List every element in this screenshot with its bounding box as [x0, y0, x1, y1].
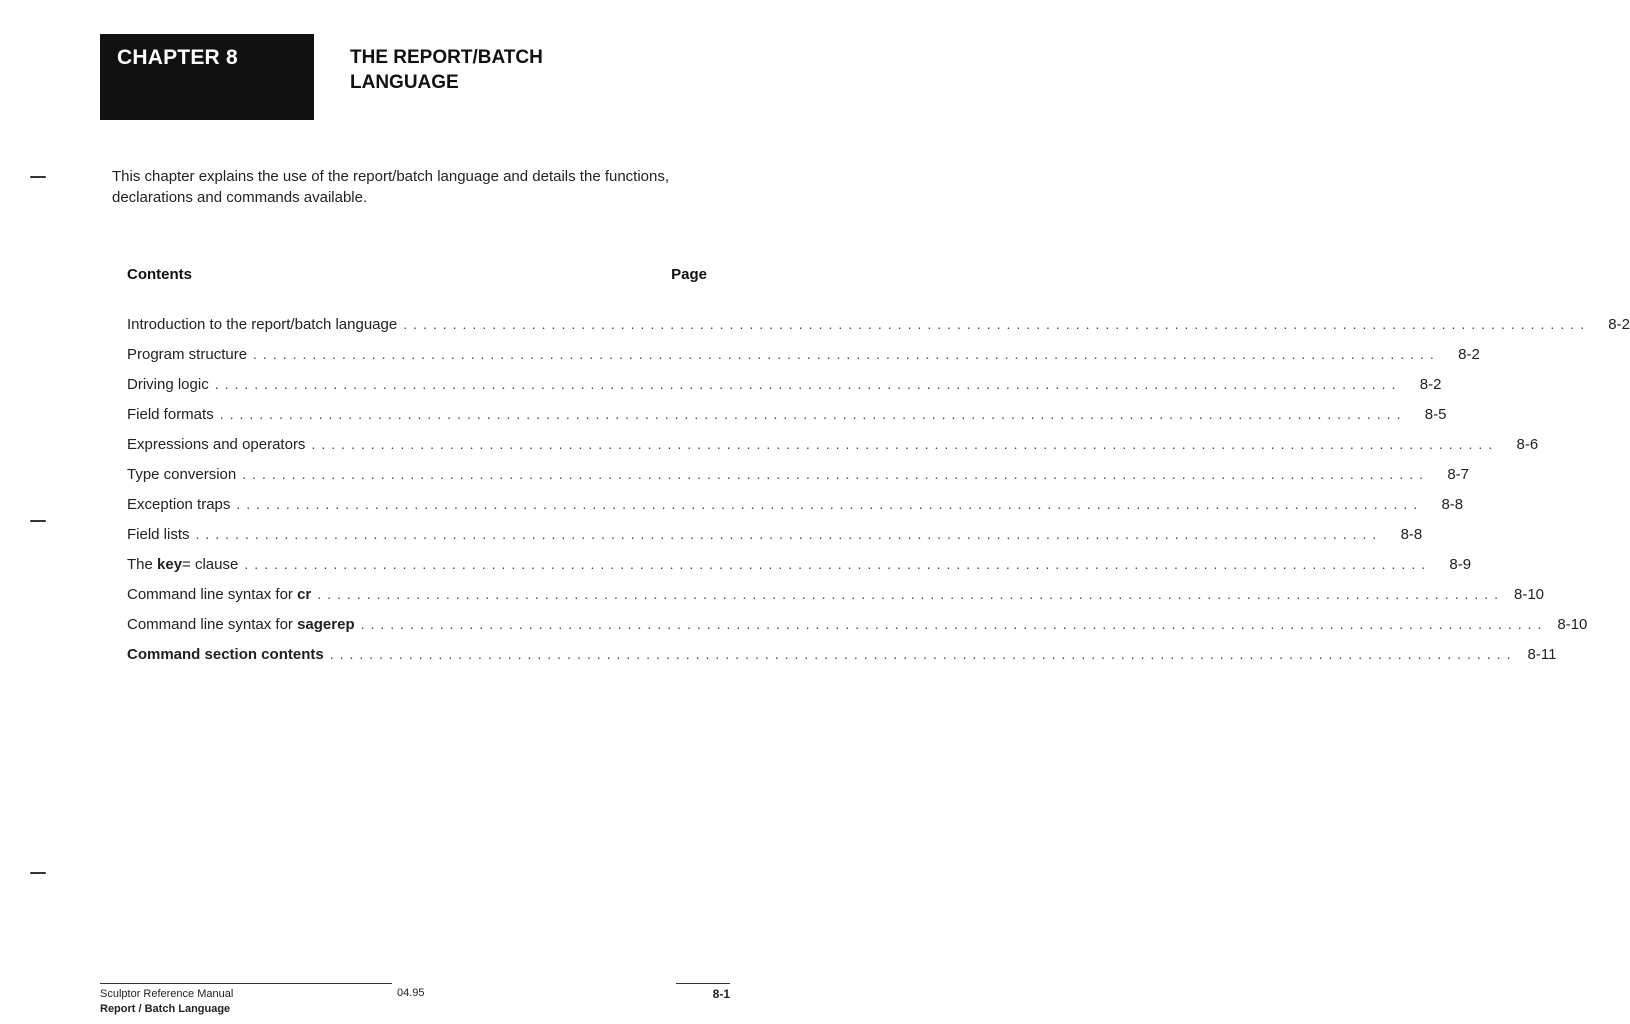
toc-leader-dots: ........................................................................................................................ — [403, 316, 1590, 332]
toc-entry-text: Exception traps — [127, 496, 231, 513]
toc-entry-text: The — [127, 556, 158, 573]
toc-entry — [127, 346, 1480, 376]
toc-entry-page: 8-2 — [1458, 346, 1480, 363]
toc-entry — [127, 496, 1464, 526]
toc-entry — [127, 406, 1447, 436]
toc-entry-page: 8-10 — [1557, 616, 1588, 633]
toc-entry-page: 8-7 — [1447, 466, 1469, 483]
page-heading: Page — [671, 266, 707, 283]
chapter-label: CHAPTER 8 — [117, 46, 238, 69]
footer-rule-left — [100, 983, 392, 984]
toc-entry — [127, 466, 1469, 496]
toc-entry — [127, 556, 1472, 586]
toc-entry-page: 8-6 — [1516, 436, 1539, 453]
toc-entry-title — [127, 646, 324, 663]
toc-entry-title — [127, 346, 247, 363]
margin-tick — [30, 872, 46, 874]
toc-entry-page: 8-5 — [1424, 406, 1447, 423]
toc-entry-text: Field formats — [127, 406, 214, 423]
toc-entry-title — [127, 526, 190, 543]
chapter-title-line2: LANGUAGE — [350, 72, 459, 93]
toc-entry-text: Type conversion — [127, 466, 237, 483]
intro-paragraph: This chapter explains the use of the report/batch language and details the functions, declarations and commands available. — [112, 168, 670, 206]
footer-section-title: Report / Batch Language — [100, 1003, 231, 1015]
toc-entry-text: Command line syntax for — [127, 616, 298, 633]
toc-entry-page: 8-9 — [1449, 556, 1472, 573]
toc-entry-keyword: sagerep — [297, 616, 355, 633]
toc-leader-dots: ........................................................................................................................ — [244, 556, 1432, 572]
toc-entry-title — [127, 466, 236, 483]
toc-entry-page: 8-10 — [1514, 586, 1545, 603]
toc-entry — [127, 376, 1442, 406]
toc-entry-title — [127, 616, 355, 633]
toc-entry — [127, 436, 1539, 466]
toc-entry-title — [127, 406, 214, 423]
toc-leader-dots: ........................................................................................................................ — [214, 376, 1402, 392]
toc-entry-title — [127, 586, 311, 603]
chapter-title — [350, 45, 650, 95]
toc-entry-text: Command section contents — [127, 646, 324, 663]
footer-rule-right — [676, 983, 730, 984]
toc-entry-page: 8-8 — [1400, 526, 1423, 543]
toc-entry-keyword: key — [157, 556, 183, 573]
toc-entry-page: 8-2 — [1419, 376, 1442, 393]
toc-entry — [127, 646, 1557, 676]
toc-entry-text: Program structure — [127, 346, 248, 363]
toc-entry — [127, 316, 1630, 346]
footer-page-number: 8-1 — [712, 987, 730, 1001]
toc-entry-title — [127, 316, 397, 333]
toc-entry-text: Field lists — [127, 526, 190, 543]
toc-leader-dots: ........................................................................................................................ — [329, 646, 1517, 662]
toc-entry-page: 8-2 — [1608, 316, 1630, 333]
margin-tick — [30, 176, 46, 178]
toc-entry-suffix: = clause — [182, 556, 239, 573]
toc-leader-dots: ........................................................................................................................ — [311, 436, 1499, 452]
footer-manual-title: Sculptor Reference Manual — [100, 988, 234, 1000]
chapter-title-line1: THE REPORT/BATCH — [350, 47, 543, 68]
toc-entry — [127, 616, 1588, 646]
toc-entry-title — [127, 436, 305, 453]
toc-leader-dots: ........................................................................................................................ — [253, 346, 1440, 362]
margin-tick — [30, 520, 46, 522]
toc-entry-text: Driving logic — [127, 376, 209, 393]
toc-entry-keyword: cr — [297, 586, 312, 603]
toc-entry-text: Command line syntax for — [127, 586, 298, 603]
table-of-contents — [127, 316, 1630, 676]
footer-manual-info — [100, 987, 233, 1017]
footer-date: 04.95 — [397, 987, 425, 999]
toc-leader-dots: ........................................................................................................................ — [317, 586, 1505, 602]
toc-leader-dots: ........................................................................................................................ — [195, 526, 1383, 542]
toc-leader-dots: ........................................................................................................................ — [236, 496, 1424, 512]
toc-leader-dots: ........................................................................................................................ — [219, 406, 1407, 422]
chapter-banner — [100, 34, 314, 120]
toc-entry-title — [127, 496, 230, 513]
toc-entry-title — [127, 556, 238, 573]
toc-leader-dots: ........................................................................................................................ — [360, 616, 1548, 632]
toc-entry-text: Expressions and operators — [127, 436, 306, 453]
toc-entry-title — [127, 376, 209, 393]
toc-entry-page: 8-8 — [1441, 496, 1464, 513]
toc-entry-page: 8-11 — [1527, 646, 1557, 663]
toc-entry-text: Introduction to the report/batch language — [127, 316, 398, 333]
toc-leader-dots: ........................................................................................................................ — [242, 466, 1429, 482]
contents-header — [127, 266, 707, 286]
toc-entry — [127, 586, 1545, 616]
contents-heading: Contents — [127, 266, 192, 283]
toc-entry — [127, 526, 1423, 556]
